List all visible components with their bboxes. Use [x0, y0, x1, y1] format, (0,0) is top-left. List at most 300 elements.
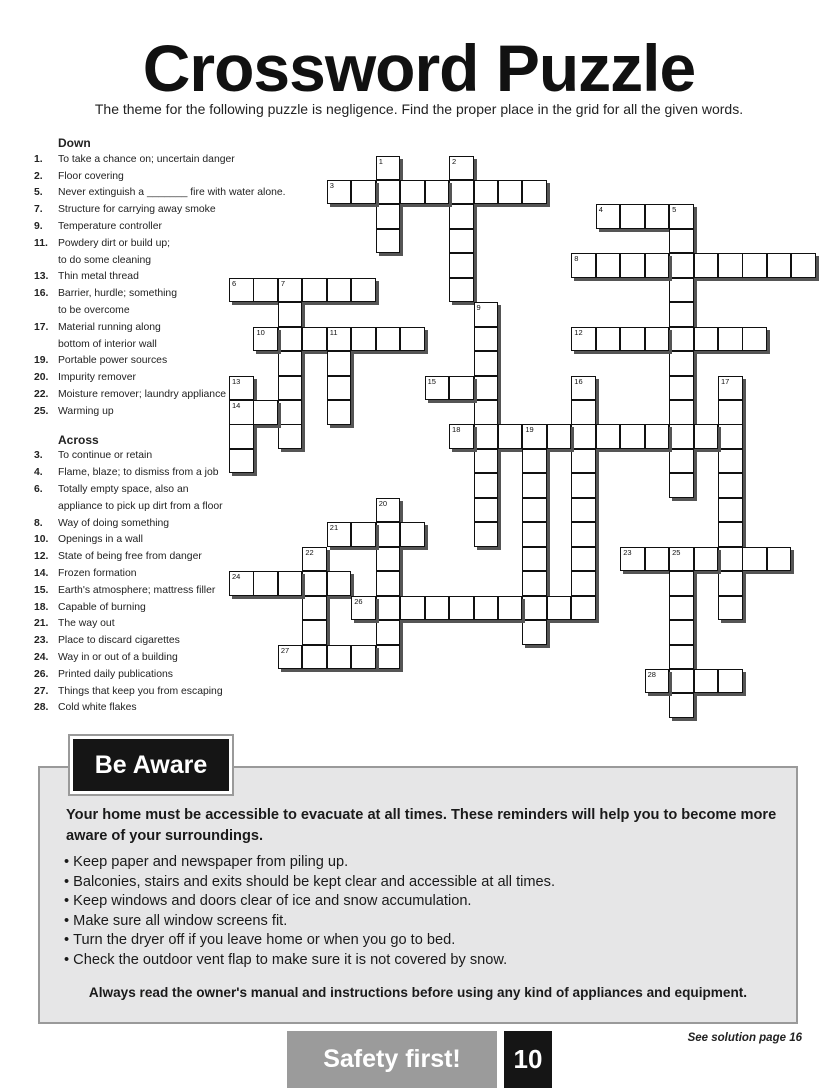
grid-cell[interactable]	[327, 522, 352, 547]
grid-cell[interactable]	[449, 253, 474, 278]
grid-cell[interactable]	[742, 327, 767, 352]
grid-cell[interactable]	[742, 547, 767, 572]
grid-cell[interactable]	[522, 473, 547, 498]
clue-text: to be overcome	[58, 304, 130, 316]
clue-item	[34, 202, 234, 219]
grid-cell[interactable]	[498, 180, 523, 205]
grid-cell[interactable]	[694, 327, 719, 352]
grid-cell[interactable]	[522, 571, 547, 596]
grid-cell[interactable]	[669, 327, 694, 352]
clue-number: 10.	[34, 534, 49, 546]
cell-number: 17	[721, 376, 730, 386]
grid-cell[interactable]	[571, 473, 596, 498]
grid-cell[interactable]	[449, 278, 474, 303]
section-label: Safety first!	[287, 1031, 497, 1088]
grid-cell[interactable]	[474, 351, 499, 376]
grid-cell[interactable]	[229, 400, 254, 425]
clue-text: appliance to pick up dirt from a floor	[58, 500, 223, 512]
grid-cell[interactable]	[376, 522, 401, 547]
grid-cell[interactable]	[669, 278, 694, 303]
clue-text: Temperature controller	[58, 220, 162, 232]
grid-cell[interactable]	[669, 204, 694, 229]
grid-cell[interactable]	[376, 620, 401, 645]
clue-text: To continue or retain	[58, 450, 153, 462]
cell-number: 9	[476, 303, 481, 313]
cell-number: 11	[329, 327, 338, 337]
grid-cell[interactable]	[669, 620, 694, 645]
grid-cell[interactable]	[474, 376, 499, 401]
grid-cell[interactable]	[571, 327, 596, 352]
grid-cell[interactable]	[327, 400, 352, 425]
grid-cell[interactable]	[669, 229, 694, 254]
cell-number: 13	[232, 376, 241, 386]
grid-cell[interactable]	[474, 473, 499, 498]
grid-cell[interactable]	[669, 596, 694, 621]
grid-cell[interactable]	[278, 424, 303, 449]
across-heading: Across	[58, 432, 99, 447]
grid-cell[interactable]	[571, 571, 596, 596]
grid-cell[interactable]	[718, 253, 743, 278]
grid-cell[interactable]	[742, 253, 767, 278]
clue-number: 6.	[34, 483, 43, 495]
list-item: • Keep paper and newspaper from piling up.	[64, 853, 784, 873]
clue-text: bottom of interior wall	[58, 338, 157, 350]
grid-cell[interactable]	[474, 327, 499, 352]
grid-cell[interactable]	[376, 645, 401, 670]
clue-text: Warming up	[58, 405, 114, 417]
grid-cell[interactable]	[229, 376, 254, 401]
grid-cell[interactable]	[669, 571, 694, 596]
clue-item	[34, 286, 234, 303]
clue-item	[34, 684, 234, 701]
clue-number	[34, 337, 58, 354]
clue-text: State of being free from danger	[58, 551, 202, 563]
clue-number: 20.	[34, 372, 49, 384]
grid-cell[interactable]	[645, 204, 670, 229]
clue-item	[34, 448, 234, 465]
grid-cell[interactable]	[449, 204, 474, 229]
clue-item	[34, 219, 234, 236]
grid-cell[interactable]	[229, 449, 254, 474]
grid-cell[interactable]	[767, 547, 792, 572]
grid-cell[interactable]	[718, 522, 743, 547]
grid-cell[interactable]	[327, 327, 352, 352]
grid-cell[interactable]	[571, 522, 596, 547]
cell-number: 27	[280, 645, 290, 655]
grid-cell[interactable]	[376, 596, 401, 621]
grid-cell[interactable]	[522, 449, 547, 474]
clue-text: Printed daily publications	[58, 668, 173, 680]
cell-number: 19	[525, 425, 534, 435]
grid-cell[interactable]	[718, 449, 743, 474]
grid-cell[interactable]	[596, 327, 621, 352]
cell-number: 25	[672, 547, 681, 557]
cell-number: 5	[672, 205, 677, 215]
clue-item	[34, 583, 234, 600]
grid-cell[interactable]	[669, 302, 694, 327]
grid-cell[interactable]	[694, 669, 719, 694]
clue-item	[34, 516, 234, 533]
clue-number: 24.	[34, 651, 49, 663]
grid-cell[interactable]	[718, 498, 743, 523]
clue-text: Structure for carrying away smoke	[58, 204, 216, 216]
clue-text: Place to discard cigarettes	[58, 635, 180, 647]
grid-cell[interactable]	[449, 424, 474, 449]
clue-text: Portable power sources	[58, 355, 168, 367]
grid-cell[interactable]	[278, 376, 303, 401]
grid-cell[interactable]	[669, 693, 694, 718]
grid-cell[interactable]	[669, 424, 694, 449]
grid-cell[interactable]	[449, 180, 474, 205]
grid-cell[interactable]	[669, 253, 694, 278]
clue-text: Material running along	[58, 321, 161, 333]
cell-number: 24	[232, 572, 241, 582]
clue-text: Capable of burning	[58, 601, 146, 613]
clue-item	[34, 320, 234, 337]
grid-cell[interactable]	[449, 156, 474, 181]
clue-text: Way in or out of a building	[58, 651, 178, 663]
list-item: • Check the outdoor vent flap to make sure it is not covered by snow.	[64, 951, 784, 971]
grid-cell[interactable]	[718, 669, 743, 694]
grid-cell[interactable]	[474, 302, 499, 327]
grid-cell[interactable]	[669, 669, 694, 694]
grid-cell[interactable]	[278, 351, 303, 376]
grid-cell[interactable]	[351, 645, 376, 670]
grid-cell[interactable]	[669, 376, 694, 401]
cell-number: 21	[329, 523, 339, 533]
grid-cell[interactable]	[522, 547, 547, 572]
grid-cell[interactable]	[474, 498, 499, 523]
cell-number: 20	[378, 498, 388, 508]
grid-cell[interactable]	[449, 376, 474, 401]
grid-cell[interactable]	[645, 253, 670, 278]
grid-cell[interactable]	[278, 645, 303, 670]
clue-number: 9.	[34, 220, 43, 232]
grid-cell[interactable]	[522, 620, 547, 645]
grid-cell[interactable]	[278, 302, 303, 327]
grid-cell[interactable]	[376, 327, 401, 352]
cell-number: 12	[574, 327, 583, 337]
grid-cell[interactable]	[327, 351, 352, 376]
grid-cell[interactable]	[547, 596, 572, 621]
grid-cell[interactable]	[376, 156, 401, 181]
clue-text: Moisture remover; laundry appliance	[58, 388, 227, 400]
grid-cell[interactable]	[474, 449, 499, 474]
clue-list	[34, 133, 286, 717]
cell-number: 18	[452, 425, 461, 435]
grid-cell[interactable]	[694, 424, 719, 449]
grid-cell[interactable]	[425, 180, 450, 205]
grid-cell[interactable]	[620, 547, 645, 572]
grid-cell[interactable]	[327, 645, 352, 670]
grid-cell[interactable]	[596, 424, 621, 449]
clue-text: Frozen formation	[58, 567, 137, 579]
clue-text: to do some cleaning	[58, 254, 151, 266]
grid-cell[interactable]	[376, 571, 401, 596]
grid-cell[interactable]	[351, 180, 376, 205]
clue-item	[34, 253, 234, 270]
across-clues	[34, 448, 234, 717]
clue-item	[34, 152, 234, 169]
grid-cell[interactable]	[278, 571, 303, 596]
grid-cell[interactable]	[522, 180, 547, 205]
cell-number: 10	[256, 327, 265, 337]
grid-cell[interactable]	[302, 620, 327, 645]
grid-cell[interactable]	[645, 424, 670, 449]
clue-text: Cold white flakes	[58, 702, 137, 714]
grid-cell[interactable]	[229, 278, 254, 303]
grid-cell[interactable]	[718, 424, 743, 449]
grid-cell[interactable]	[620, 204, 645, 229]
clue-number	[34, 303, 58, 320]
grid-cell[interactable]	[694, 547, 719, 572]
grid-cell[interactable]	[253, 278, 278, 303]
grid-cell[interactable]	[400, 522, 425, 547]
clue-number: 23.	[34, 635, 49, 647]
clue-item	[34, 185, 286, 202]
grid-cell[interactable]	[620, 253, 645, 278]
grid-cell[interactable]	[571, 449, 596, 474]
down-heading: Down	[58, 136, 91, 150]
grid-cell[interactable]	[571, 253, 596, 278]
clue-text: Barrier, hurdle; something	[58, 288, 177, 300]
clue-item	[34, 499, 234, 516]
clue-item	[34, 549, 234, 566]
cell-number: 26	[354, 596, 363, 606]
clue-number	[34, 253, 58, 270]
grid-cell[interactable]	[400, 596, 425, 621]
grid-cell[interactable]	[376, 229, 401, 254]
grid-cell[interactable]	[571, 596, 596, 621]
grid-cell[interactable]	[474, 424, 499, 449]
grid-cell[interactable]	[669, 400, 694, 425]
grid-cell[interactable]	[645, 327, 670, 352]
grid-cell[interactable]	[767, 253, 792, 278]
clue-text: Flame, blaze; to dismiss from a job	[58, 467, 219, 479]
clue-number: 28.	[34, 702, 49, 714]
grid-cell[interactable]	[571, 376, 596, 401]
clue-text: Way of doing something	[58, 517, 170, 529]
grid-cell[interactable]	[351, 327, 376, 352]
grid-cell[interactable]	[694, 253, 719, 278]
grid-cell[interactable]	[718, 571, 743, 596]
grid-cell[interactable]	[474, 596, 499, 621]
clue-item	[34, 236, 234, 253]
clue-number: 17.	[34, 321, 49, 333]
grid-cell[interactable]	[253, 400, 278, 425]
grid-cell[interactable]	[522, 498, 547, 523]
clue-item	[34, 667, 234, 684]
grid-cell[interactable]	[474, 180, 499, 205]
clue-number: 13.	[34, 271, 49, 283]
grid-cell[interactable]	[351, 522, 376, 547]
clue-text: Impurity remover	[58, 372, 136, 384]
grid-cell[interactable]	[229, 571, 254, 596]
clue-number: 19.	[34, 355, 49, 367]
solution-note: See solution page 16	[687, 1032, 802, 1044]
grid-cell[interactable]	[522, 424, 547, 449]
grid-cell[interactable]	[718, 400, 743, 425]
cell-number: 1	[378, 156, 383, 166]
page-title: Crossword Puzzle	[142, 31, 696, 105]
grid-cell[interactable]	[669, 473, 694, 498]
grid-cell[interactable]	[229, 424, 254, 449]
grid-cell[interactable]	[449, 229, 474, 254]
cell-number: 28	[647, 669, 656, 679]
clue-item	[34, 600, 234, 617]
clue-item	[34, 465, 234, 482]
clue-number: 16.	[34, 288, 49, 300]
cell-number: 3	[329, 180, 334, 190]
clue-number: 8.	[34, 517, 43, 529]
grid-cell[interactable]	[718, 547, 743, 572]
grid-cell[interactable]	[669, 547, 694, 572]
clue-number: 1.	[34, 153, 43, 165]
clue-number: 4.	[34, 467, 43, 479]
clue-item	[34, 566, 234, 583]
cell-number: 16	[574, 376, 583, 386]
grid-cell[interactable]	[302, 278, 327, 303]
clue-text: Floor covering	[58, 170, 124, 182]
clue-item	[34, 404, 234, 421]
grid-cell[interactable]	[425, 596, 450, 621]
grid-cell[interactable]	[302, 596, 327, 621]
grid-cell[interactable]	[302, 547, 327, 572]
grid-cell[interactable]	[400, 180, 425, 205]
grid-cell[interactable]	[718, 376, 743, 401]
grid-cell[interactable]	[571, 400, 596, 425]
clue-item	[34, 353, 234, 370]
cell-number: 23	[623, 547, 632, 557]
grid-cell[interactable]	[645, 547, 670, 572]
list-item: • Keep windows and doors clear of ice and snow accumulation.	[64, 892, 784, 912]
clue-text: Openings in a wall	[58, 534, 143, 546]
grid-cell[interactable]	[400, 327, 425, 352]
list-item: • Balconies, stairs and exits should be kept clear and accessible at all times.	[64, 873, 784, 893]
grid-cell[interactable]	[278, 278, 303, 303]
cell-number: 6	[232, 278, 237, 288]
clue-item	[34, 633, 234, 650]
grid-cell[interactable]	[474, 400, 499, 425]
clue-number: 15.	[34, 584, 49, 596]
clue-item	[34, 387, 234, 404]
grid-cell[interactable]	[571, 547, 596, 572]
grid-cell[interactable]	[522, 522, 547, 547]
clue-item	[34, 532, 234, 549]
clue-item	[34, 700, 234, 717]
clue-number: 21.	[34, 618, 49, 630]
grid-cell[interactable]	[376, 180, 401, 205]
grid-cell[interactable]	[669, 645, 694, 670]
clue-item	[34, 269, 237, 288]
grid-cell[interactable]	[522, 596, 547, 621]
list-item: • Make sure all window screens fit.	[64, 912, 784, 932]
clue-text: Never extinguish a _______ fire with water alone.	[58, 187, 286, 199]
grid-cell[interactable]	[596, 253, 621, 278]
grid-cell[interactable]	[718, 327, 743, 352]
grid-cell[interactable]	[669, 449, 694, 474]
grid-cell[interactable]	[327, 180, 352, 205]
grid-cell[interactable]	[498, 596, 523, 621]
grid-cell[interactable]	[718, 596, 743, 621]
be-aware-intro: Your home must be accessible to evacuate at all times. These reminders will help you to become more aware of your surroundings.	[66, 807, 777, 844]
cell-number: 4	[598, 205, 603, 215]
clue-number: 25.	[34, 405, 49, 417]
grid-cell[interactable]	[571, 424, 596, 449]
clue-number: 11.	[34, 237, 48, 249]
grid-cell[interactable]	[645, 669, 670, 694]
grid-cell[interactable]	[253, 571, 278, 596]
cell-number: 22	[305, 547, 314, 557]
grid-cell[interactable]	[571, 498, 596, 523]
grid-cell[interactable]	[278, 400, 303, 425]
grid-cell[interactable]	[547, 424, 572, 449]
grid-cell[interactable]	[620, 327, 645, 352]
grid-cell[interactable]	[351, 596, 376, 621]
clue-number: 3.	[34, 450, 43, 462]
be-aware-tab: Be Aware	[70, 736, 232, 794]
clue-text: The way out	[58, 618, 115, 630]
grid-cell[interactable]	[620, 424, 645, 449]
grid-cell[interactable]	[302, 327, 327, 352]
grid-cell[interactable]	[498, 424, 523, 449]
be-aware-footer: Always read the owner's manual and instructions before using any kind of appliances and equipment.	[88, 985, 748, 1000]
grid-cell[interactable]	[376, 204, 401, 229]
clue-text: Thin metal thread	[58, 271, 139, 283]
clue-item	[34, 337, 234, 354]
clue-number: 2.	[34, 170, 43, 182]
grid-cell[interactable]	[302, 645, 327, 670]
clue-item	[34, 650, 234, 667]
grid-cell[interactable]	[669, 351, 694, 376]
clue-number: 12.	[34, 551, 49, 563]
page-number: 10	[504, 1031, 552, 1088]
clue-number: 27.	[34, 685, 49, 697]
clue-item	[34, 303, 234, 320]
clue-text: To take a chance on; uncertain danger	[58, 153, 235, 165]
grid-cell[interactable]	[278, 327, 303, 352]
grid-cell[interactable]	[302, 571, 327, 596]
clue-item	[34, 370, 234, 387]
grid-cell[interactable]	[351, 278, 376, 303]
grid-cell[interactable]	[327, 376, 352, 401]
clue-number	[34, 499, 58, 516]
grid-cell[interactable]	[327, 278, 352, 303]
clue-number: 5.	[34, 187, 43, 199]
grid-cell[interactable]	[253, 327, 278, 352]
clue-item	[34, 616, 234, 633]
clue-number: 22.	[34, 388, 49, 400]
grid-cell[interactable]	[791, 253, 816, 278]
list-item: • Turn the dryer off if you leave home or when you go to bed.	[64, 931, 784, 951]
cell-number: 2	[452, 156, 457, 166]
puzzle-instructions: The theme for the following puzzle is negligence. Find the proper place in the grid for all the given words.	[94, 101, 744, 117]
clue-item	[34, 482, 234, 499]
grid-cell[interactable]	[327, 571, 352, 596]
grid-cell[interactable]	[718, 473, 743, 498]
grid-cell[interactable]	[376, 498, 401, 523]
cell-number: 14	[232, 401, 241, 410]
clue-number: 14.	[34, 567, 49, 579]
grid-cell[interactable]	[596, 204, 621, 229]
grid-cell[interactable]	[474, 522, 499, 547]
be-aware-list	[64, 853, 784, 971]
clue-text: Powdery dirt or build up;	[58, 237, 171, 249]
clue-number: 26.	[34, 668, 49, 680]
grid-cell[interactable]	[376, 547, 401, 572]
grid-cell[interactable]	[449, 596, 474, 621]
grid-cell[interactable]	[425, 376, 450, 401]
